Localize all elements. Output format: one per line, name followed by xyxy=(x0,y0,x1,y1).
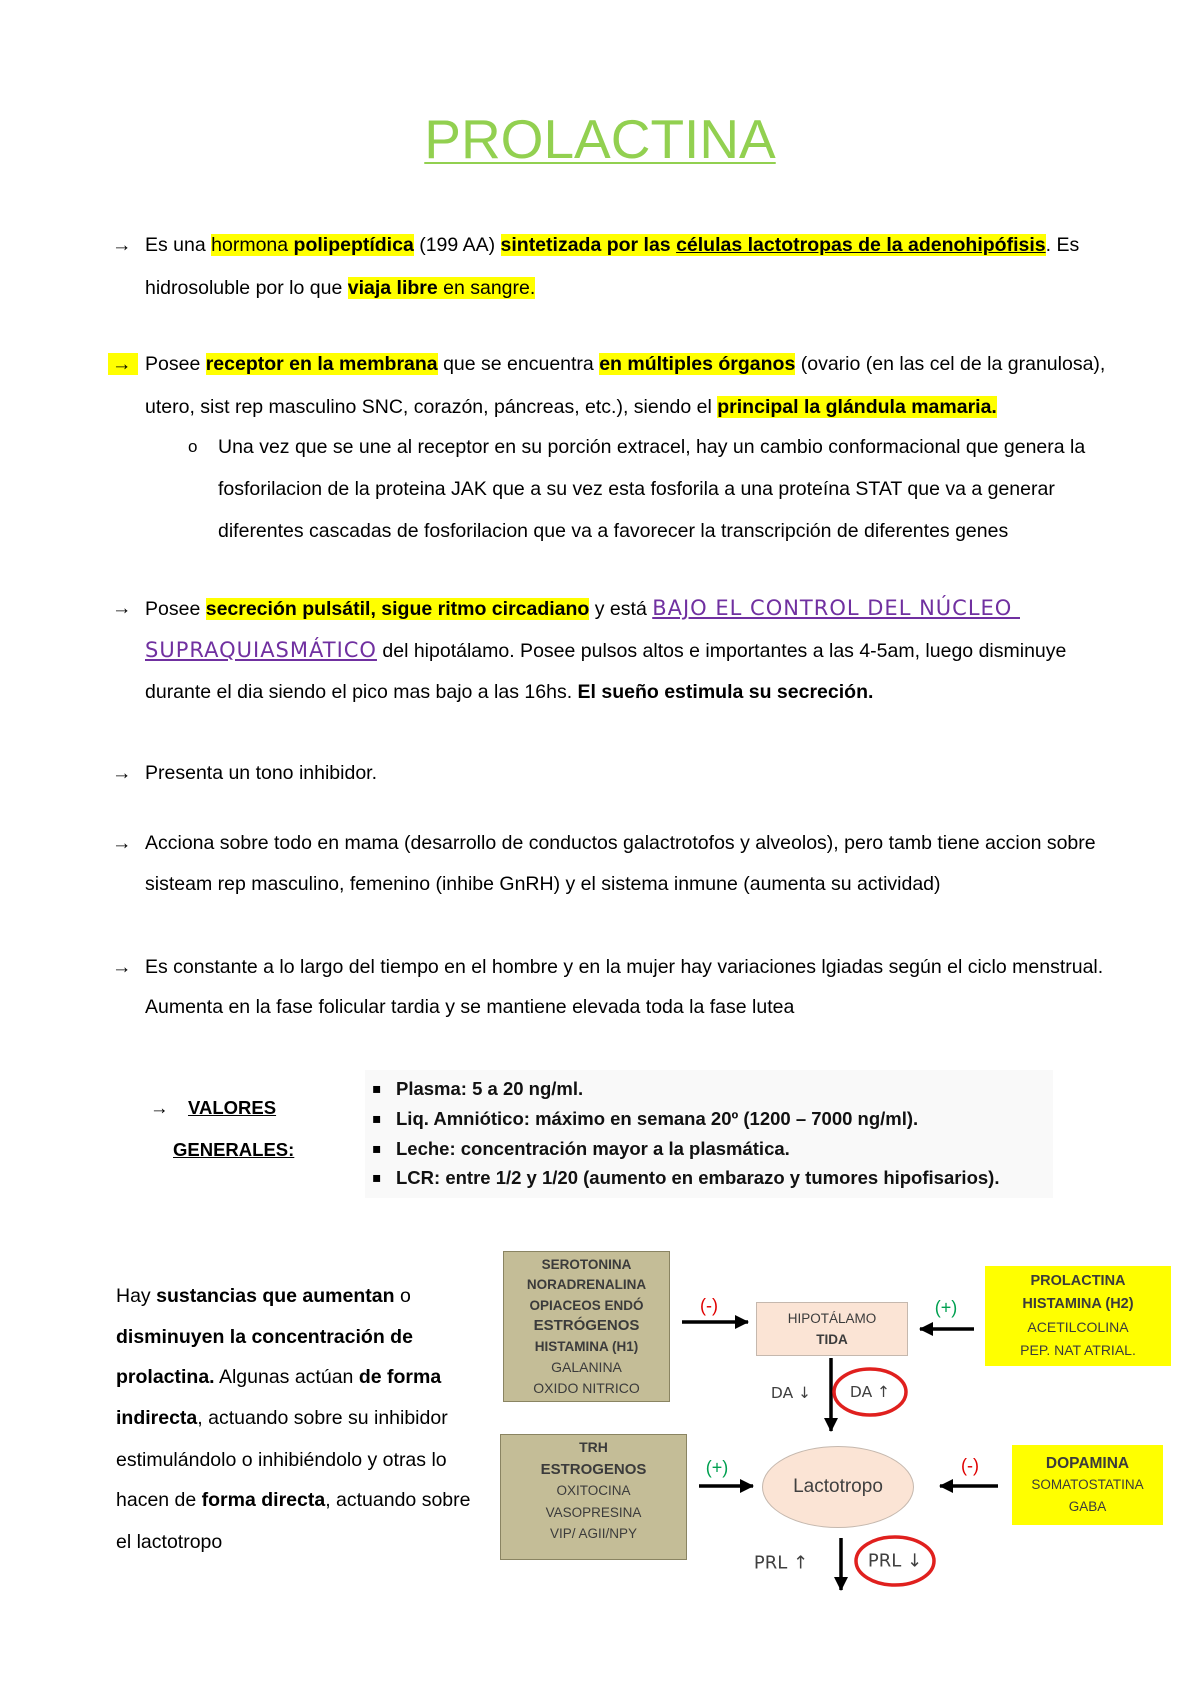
hypothalamus-stimulators-box xyxy=(985,1266,1171,1366)
bullet-5-line-1: Acciona sobre todo en mama (desarrollo de conductos galactrotofos y alveolos), pero tamb tiene accion sobre xyxy=(145,832,1096,854)
highlighted-underlined-text: células lactotropas de la adenohipófisis xyxy=(676,234,1046,256)
bold-text: indirecta xyxy=(116,1407,198,1429)
highlighted-bold-text: sintetizada por las xyxy=(500,234,677,256)
prl-up-label: PRL ↑ xyxy=(753,1552,809,1574)
valores-item-leche: Leche: concentración mayor a la plasmática. xyxy=(396,1138,790,1159)
bullet-arrow: → xyxy=(112,832,132,854)
valores-arrow: → xyxy=(150,1097,169,1118)
minus-sign: (-) xyxy=(700,1295,718,1316)
highlighted-bold-text: receptor en la membrana xyxy=(205,353,438,375)
minus-sign: (-) xyxy=(961,1455,979,1476)
box-line: HIPOTÁLAMO xyxy=(787,1311,877,1326)
bullet-5-line-2: sisteam rep masculino, femenino (inhibe GnRH) y el sistema inmune (aumenta su actividad) xyxy=(145,873,941,895)
text-segment: . Es xyxy=(1045,234,1080,256)
bullet-6-line-2: Aumenta en la fase folicular tardia y se mantiene elevada toda la fase lutea xyxy=(145,996,795,1018)
square-bullet-icon: ▪ xyxy=(372,1141,382,1157)
generales-heading: GENERALES: xyxy=(173,1139,295,1160)
highlighted-bold-text: polipeptídica xyxy=(293,234,414,256)
box-line: SOMATOSTATINA xyxy=(1031,1477,1144,1493)
text-segment: Es una xyxy=(145,234,212,256)
highlighted-bold-text: en múltiples órganos xyxy=(599,353,796,375)
control-heading-text: SUPRAQUIASMÁTICO xyxy=(145,638,377,662)
text-segment: Algunas actúan xyxy=(214,1366,359,1388)
sub-bullet-line-3: diferentes cascadas de fosforilacion que va a favorecer la transcripción de diferentes genes xyxy=(218,520,1009,542)
text-segment: y está xyxy=(589,598,653,620)
control-heading-text: BAJO EL CONTROL DEL NÚCLEO xyxy=(652,596,1020,620)
lactotrope-stimulators-box xyxy=(500,1434,687,1560)
box-line: HISTAMINA (H1) xyxy=(534,1338,639,1354)
bullet-1-line-1 xyxy=(145,232,1079,258)
sub-bullet-line-1: Una vez que se une al receptor en su porción extracel, hay un cambio conformacional que genera la xyxy=(218,436,1086,458)
text-segment: , actuando sobre su inhibidor xyxy=(197,1407,448,1429)
hypothalamus-box xyxy=(756,1302,908,1356)
bullet-1-line-2 xyxy=(145,275,535,301)
text-segment: (199 AA) xyxy=(413,234,501,256)
bold-text: forma directa xyxy=(201,1489,326,1511)
text-segment: Hay xyxy=(116,1285,157,1307)
valores-item-lcr: LCR: entre 1/2 y 1/20 (aumento en embarazo y tumores hipofisarios). xyxy=(396,1167,1000,1188)
bullet-2-line-1 xyxy=(145,351,1105,377)
box-line: ESTROGENOS xyxy=(540,1460,647,1478)
bullet-arrow-highlighted xyxy=(112,351,138,377)
box-line: NORADRENALINA xyxy=(526,1277,647,1293)
text-segment: hidrosoluble por lo que xyxy=(145,277,348,299)
square-bullet-icon: ▪ xyxy=(372,1081,382,1097)
bullet-arrow: → xyxy=(112,762,132,784)
sustancias-line-2: disminuyen la concentración de xyxy=(116,1326,413,1348)
da-up-label: DA ↑ xyxy=(849,1383,891,1401)
text-segment: (ovario (en las cel de la granulosa), xyxy=(795,353,1106,375)
highlighted-bold-text: principal la glándula mamaria. xyxy=(717,396,997,418)
lactotrope-inhibitors-box xyxy=(1012,1445,1163,1525)
sustancias-line-7: el lactotropo xyxy=(116,1531,223,1553)
sustancias-line-3 xyxy=(116,1364,441,1390)
bullet-arrow: → xyxy=(112,234,132,256)
box-line: GALANINA xyxy=(551,1359,622,1376)
highlighted-text: en sangre. xyxy=(437,277,536,299)
bullet-6-line-1: Es constante a lo largo del tiempo en el hombre y en la mujer hay variaciones lgiadas según el ciclo menstrual. xyxy=(145,956,1104,978)
text-segment: utero, sist rep masculino SNC, corazón, páncreas, etc.), siendo el xyxy=(145,396,718,418)
valores-heading: VALORES xyxy=(188,1097,277,1118)
lactotrope-ellipse xyxy=(762,1446,914,1528)
da-down-label: DA ↓ xyxy=(770,1384,812,1402)
highlighted-bold-text: secreción pulsátil, sigue ritmo circadiano xyxy=(205,598,590,620)
bold-text: El sueño estimula su secreción. xyxy=(577,681,874,703)
bullet-arrow: → xyxy=(108,353,138,375)
text-segment: hacen de xyxy=(116,1489,202,1511)
square-bullet-icon: ▪ xyxy=(372,1111,382,1127)
box-line: OXIDO NITRICO xyxy=(533,1379,640,1396)
sub-bullet-line-2: fosforilacion de la proteina JAK que a su vez esta fosforila a una proteína STAT que va a generar xyxy=(218,478,1055,500)
text-segment: o xyxy=(394,1285,411,1307)
bold-text: de forma xyxy=(358,1366,442,1388)
sub-bullet-marker: o xyxy=(188,437,198,456)
text-segment: Posee xyxy=(145,598,206,620)
box-line: VIP/ AGII/NPY xyxy=(549,1526,638,1541)
box-line: ESTRÓGENOS xyxy=(533,1317,640,1335)
text-segment: Posee xyxy=(145,353,206,375)
bullet-2-line-2 xyxy=(145,394,997,420)
box-line: TRH xyxy=(579,1439,608,1455)
bullet-3-line-1 xyxy=(145,595,1020,622)
box-line: VASOPRESINA xyxy=(545,1504,642,1520)
sustancias-line-5: estimulándolo o inhibiéndolo y otras lo xyxy=(116,1449,447,1471)
valores-item-amniotico: Liq. Amniótico: máximo en semana 20º (1200 – 7000 ng/ml). xyxy=(396,1108,919,1129)
text-segment: que se encuentra xyxy=(437,353,600,375)
page-title: PROLACTINA xyxy=(424,108,776,170)
bullet-3-line-2 xyxy=(145,637,1066,664)
box-line: OXITOCINA xyxy=(556,1483,631,1498)
sustancias-line-1 xyxy=(116,1283,411,1309)
box-line: PROLACTINA xyxy=(1030,1273,1126,1289)
lactotrope-label: Lactotropo xyxy=(793,1476,883,1497)
box-line: DOPAMINA xyxy=(1045,1454,1130,1472)
bullet-arrow: → xyxy=(112,597,132,619)
bullet-arrow: → xyxy=(112,956,132,978)
box-line: SEROTONINA xyxy=(541,1256,632,1272)
plus-sign: (+) xyxy=(934,1297,958,1318)
valores-item-plasma: Plasma: 5 a 20 ng/ml. xyxy=(396,1078,584,1099)
text-segment: durante el dia siendo el pico mas bajo a las 16hs. xyxy=(145,681,578,703)
text-segment: del hipotálamo. Posee pulsos altos e importantes a las 4-5am, luego disminuye xyxy=(376,640,1067,662)
valores-list xyxy=(365,1070,1053,1198)
box-line: HISTAMINA (H2) xyxy=(1022,1296,1134,1312)
sustancias-line-4 xyxy=(116,1405,448,1431)
square-bullet-icon: ▪ xyxy=(372,1170,382,1186)
prl-down-label: PRL ↓ xyxy=(867,1550,923,1572)
box-line: OPIACEOS ENDÓ xyxy=(529,1297,644,1313)
text-segment: , actuando sobre xyxy=(325,1489,471,1511)
sustancias-line-6 xyxy=(116,1487,470,1513)
box-line: TIDA xyxy=(816,1332,848,1347)
bold-text: prolactina. xyxy=(116,1366,215,1388)
bullet-4-line-1: Presenta un tono inhibidor. xyxy=(145,762,378,784)
bullet-3-line-3 xyxy=(145,679,873,705)
box-line: ACETILCOLINA xyxy=(1027,1319,1129,1335)
hypothalamus-inhibitors-box xyxy=(503,1251,670,1402)
box-line: GABA xyxy=(1068,1498,1107,1514)
bold-text: sustancias que aumentan xyxy=(156,1285,395,1307)
plus-sign: (+) xyxy=(705,1457,729,1478)
box-line: PEP. NAT ATRIAL. xyxy=(1020,1342,1136,1358)
highlighted-text: hormona xyxy=(211,234,294,256)
highlighted-bold-text: viaja libre xyxy=(347,277,438,299)
